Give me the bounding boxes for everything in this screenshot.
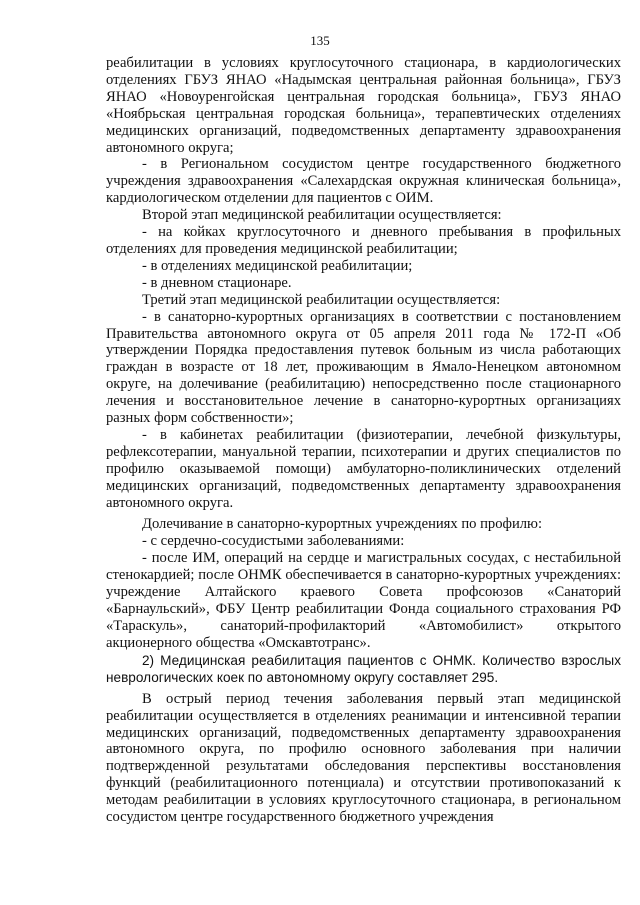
list-item-rehab-offices: - в кабинетах реабилитации (физиотерапии, лечебной физкультуры, рефлексотерапии, мануальной терапии, психотерапии и других специалистов по профилю оказываемой помощи) амбулаторно-поликлинических отделений медицинских организаций, подведомственных департаменту здравоохранения автономного округа. [106,426,621,511]
paragraph-cardio-departments: реабилитации в условиях круглосуточного стационара, в кардиологических отделениях ГБУЗ ЯНАО «Надымская центральная районная больница», ГБУЗ ЯНАО «Новоуренгойская центральная городская больница», ГБУЗ ЯНАО «Ноябрьская центральная городская больница», терапевтических отделениях медицинских организаций, подведомственных департаменту здравоохранения автономного округа; [106,55,621,156]
document-body [106,55,621,826]
list-item-rehab-departments: - в отделениях медицинской реабилитации; [142,257,413,274]
paragraph-regional-vascular-center: - в Региональном сосудистом центре государственного бюджетного учреждения здравоохранения «Салехардская окружная клиническая больница», кардиологическом отделении для пациентов с ОИМ. [106,156,621,207]
list-item-day-hospital: - в дневном стационаре. [142,274,292,291]
paragraph-acute-period: В острый период течения заболевания первый этап медицинской реабилитации осуществляется в отделениях реанимации и интенсивной терапии медицинских организаций, подведомственных департаменту здравоохранения автономного округа, по профилю основного заболевания при наличии подтвержденной результатами обследования перспективы восстановления функций (реабилитационного потенциала) и отсутствии противопоказаний к методам реабилитации в условиях круглосуточного стационара, в региональном сосудистом центре государственного бюджетного учреждения [106,690,621,826]
paragraph-aftercare-heading: Долечивание в санаторно-курортных учреждениях по профилю: [142,516,543,533]
paragraph-stroke-rehab: 2) Медицинская реабилитация пациентов с ОНМК. Количество взрослых неврологических коек по автономному округу составляет 295. [106,652,621,685]
list-item-after-mi: - после ИМ, операций на сердце и магистральных сосудах, с нестабильной стенокардией; после ОНМК обеспечивается в санаторно-курортных учреждениях: учреждение Алтайского краевого Совета профсоюзов «Санаторий «Барнаульский», ФБУ Центр реабилитации Фонда социального страхования РФ «Тараскуль», санаторий-профилакторий «Автомобилист» открытого акционерного общества «Омскавтотранс». [106,550,621,651]
list-item-cardiovascular: - с сердечно-сосудистыми заболеваниями: [142,533,405,550]
list-item-sanatorium-resolution: - в санаторно-курортных организациях в соответствии с постановлением Правительства автономного округа от 05 апреля 2011 года № 172-П «Об утверждении Порядка предоставления путевок больным из числа работающих граждан в возрасте от 18 лет, проживающим в Ямало-Ненецком автономном округе, на долечивание (реабилитацию) непосредственно после стационарного лечения и восстановительное лечение в санаторно-курортных организациях разных форм собственности»; [106,308,621,427]
page-number: 135 [310,33,330,48]
paragraph-second-stage-heading: Второй этап медицинской реабилитации осуществляется: [142,207,502,224]
list-item-round-clock-beds: - на койках круглосуточного и дневного пребывания в профильных отделениях для проведения медицинской реабилитации; [106,224,621,257]
paragraph-third-stage-heading: Третий этап медицинской реабилитации осуществляется: [142,291,501,308]
